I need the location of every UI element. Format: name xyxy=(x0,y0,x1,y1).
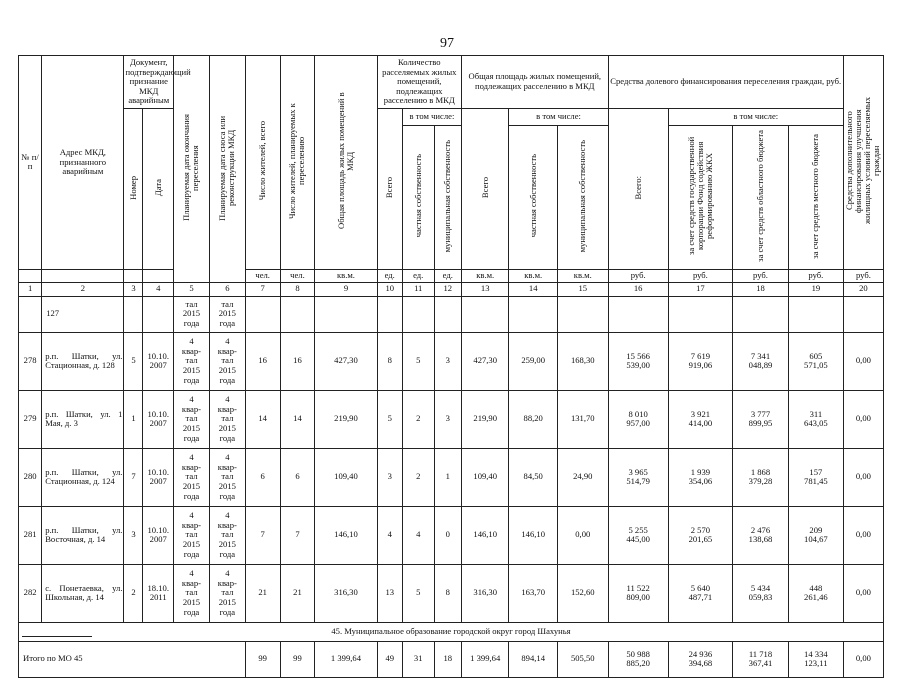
unit-cell: ед. xyxy=(377,269,402,282)
total-label: Итого по МО 45 xyxy=(19,641,246,677)
header-area-municipal: муниципальная собственность xyxy=(557,126,608,270)
row-area-private: 163,70 xyxy=(509,564,558,622)
header-doc-date: Дата xyxy=(143,109,174,270)
units-row xyxy=(19,269,884,282)
header-fund-fund: за счет средств государственной корпорации Фонд содействия реформированию ЖКХ xyxy=(668,126,732,270)
row-extra: 0,00 xyxy=(843,564,883,622)
page-number: 97 xyxy=(440,36,454,51)
row-funds-total: 5 255 445,00 xyxy=(608,506,668,564)
row-area-private: 259,00 xyxy=(509,332,558,390)
row-address: р.п. Шатки, ул. Стационная, д. 124 xyxy=(42,448,124,506)
row-address: р.п. Шатки, ул. Восточная, д. 14 xyxy=(42,506,124,564)
row-area-total: 146,10 xyxy=(461,506,508,564)
col-number: 13 xyxy=(461,282,508,296)
row-area-private: 84,50 xyxy=(509,448,558,506)
header-document: Документ, подтверждающий признание МКД аварийным xyxy=(124,56,174,109)
row-planned-end: 4 квар- тал 2015 года xyxy=(174,390,210,448)
unit-cell: ед. xyxy=(402,269,434,282)
total-rooms-total: 49 xyxy=(377,641,402,677)
col-number: 18 xyxy=(733,282,789,296)
row-address: с. Понетаевка, ул. Школьная, д. 14 xyxy=(42,564,124,622)
continuation-planned-demolition: тал 2015 года xyxy=(209,296,245,332)
table-row xyxy=(19,390,884,448)
header-planned-demolition: Планируемая дата сноса или реконструкции МКД xyxy=(209,56,245,283)
header-residents: Число жителей, всего xyxy=(245,56,280,270)
table-row xyxy=(19,448,884,506)
total-row xyxy=(19,641,884,677)
total-funds-fund: 24 936 394,68 xyxy=(668,641,732,677)
row-funds-local: 209 104,67 xyxy=(788,506,843,564)
row-area-municipal: 0,00 xyxy=(557,506,608,564)
continuation-planned-end: тал 2015 года xyxy=(174,296,210,332)
table-row xyxy=(19,506,884,564)
total-extra: 0,00 xyxy=(843,641,883,677)
col-number: 20 xyxy=(843,282,883,296)
col-number: 10 xyxy=(377,282,402,296)
col-number: 16 xyxy=(608,282,668,296)
row-total-area: 427,30 xyxy=(315,332,377,390)
row-area-private: 146,10 xyxy=(509,506,558,564)
row-planned-end: 4 квар- тал 2015 года xyxy=(174,448,210,506)
total-rooms-municipal: 18 xyxy=(434,641,461,677)
row-extra: 0,00 xyxy=(843,448,883,506)
row-funds-local: 311 643,05 xyxy=(788,390,843,448)
row-total-area: 146,10 xyxy=(315,506,377,564)
header-funds: Средства долевого финансирования переселения граждан, руб. xyxy=(608,56,843,109)
row-extra: 0,00 xyxy=(843,332,883,390)
header-rooms-total: Всего xyxy=(377,109,402,270)
row-doc-date: 10.10. 2007 xyxy=(143,390,174,448)
row-residents-planned: 14 xyxy=(280,390,315,448)
total-rooms-private: 31 xyxy=(402,641,434,677)
row-rooms-total: 8 xyxy=(377,332,402,390)
total-residents: 99 xyxy=(245,641,280,677)
row-rooms-private: 5 xyxy=(402,564,434,622)
col-number: 12 xyxy=(434,282,461,296)
row-residents: 6 xyxy=(245,448,280,506)
row-residents-planned: 6 xyxy=(280,448,315,506)
row-residents-planned: 7 xyxy=(280,506,315,564)
row-funds-regional: 1 868 379,28 xyxy=(733,448,789,506)
row-residents: 16 xyxy=(245,332,280,390)
row-num: 279 xyxy=(19,390,42,448)
row-area-municipal: 24,90 xyxy=(557,448,608,506)
total-funds-total: 50 988 885,20 xyxy=(608,641,668,677)
row-num: 281 xyxy=(19,506,42,564)
row-area-private: 88,20 xyxy=(509,390,558,448)
row-planned-demolition: 4 квар- тал 2015 года xyxy=(209,506,245,564)
unit-cell: ед. xyxy=(434,269,461,282)
unit-cell: кв.м. xyxy=(315,269,377,282)
row-doc-date: 18.10. 2011 xyxy=(143,564,174,622)
row-area-municipal: 168,30 xyxy=(557,332,608,390)
total-area-private: 894,14 xyxy=(509,641,558,677)
row-residents-planned: 21 xyxy=(280,564,315,622)
section-title: 45. Муниципальное образование городской округ город Шахунья xyxy=(19,622,884,641)
col-number: 15 xyxy=(557,282,608,296)
total-residents-planned: 99 xyxy=(280,641,315,677)
total-funds-regional: 11 718 367,41 xyxy=(733,641,789,677)
row-rooms-municipal: 3 xyxy=(434,332,461,390)
row-funds-total: 11 522 809,00 xyxy=(608,564,668,622)
row-rooms-total: 13 xyxy=(377,564,402,622)
row-planned-demolition: 4 квар- тал 2015 года xyxy=(209,564,245,622)
header-rooms-count: Количество расселяемых жилых помещений, подлежащих расселению в МКД xyxy=(377,56,461,109)
row-funds-local: 448 261,46 xyxy=(788,564,843,622)
row-rooms-total: 5 xyxy=(377,390,402,448)
row-funds-fund: 2 570 201,65 xyxy=(668,506,732,564)
header-rooms-private: частная собственность xyxy=(402,126,434,270)
unit-cell: руб. xyxy=(788,269,843,282)
col-number: 19 xyxy=(788,282,843,296)
header-fund-local: за счет средств местного бюджета xyxy=(788,126,843,270)
row-rooms-total: 3 xyxy=(377,448,402,506)
row-planned-demolition: 4 квар- тал 2015 года xyxy=(209,390,245,448)
unit-cell: чел. xyxy=(245,269,280,282)
col-number: 5 xyxy=(174,282,210,296)
row-rooms-municipal: 3 xyxy=(434,390,461,448)
row-doc-date: 10.10. 2007 xyxy=(143,506,174,564)
unit-cell: кв.м. xyxy=(461,269,508,282)
row-num: 278 xyxy=(19,332,42,390)
row-planned-end: 4 квар- тал 2015 года xyxy=(174,564,210,622)
row-area-total: 316,30 xyxy=(461,564,508,622)
row-rooms-private: 4 xyxy=(402,506,434,564)
header-area-including: в том числе: xyxy=(509,109,608,126)
unit-cell: чел. xyxy=(280,269,315,282)
row-funds-total: 8 010 957,00 xyxy=(608,390,668,448)
unit-cell: руб. xyxy=(843,269,883,282)
row-total-area: 219,90 xyxy=(315,390,377,448)
row-funds-fund: 5 640 487,71 xyxy=(668,564,732,622)
resettlement-table xyxy=(18,55,884,678)
unit-cell: руб. xyxy=(668,269,732,282)
col-number: 8 xyxy=(280,282,315,296)
row-doc-date: 10.10. 2007 xyxy=(143,448,174,506)
row-area-total: 109,40 xyxy=(461,448,508,506)
row-planned-end: 4 квар- тал 2015 года xyxy=(174,506,210,564)
row-address: р.п. Шатки, ул. 1 Мая, д. 3 xyxy=(42,390,124,448)
header-rooms-municipal: муниципальная собственность xyxy=(434,126,461,270)
row-area-total: 427,30 xyxy=(461,332,508,390)
row-funds-regional: 5 434 059,83 xyxy=(733,564,789,622)
col-number: 2 xyxy=(42,282,124,296)
header-address: Адрес МКД, признанного аварийным xyxy=(42,56,124,270)
header-num: № п/п xyxy=(19,56,42,270)
unit-cell: кв.м. xyxy=(509,269,558,282)
row-doc-number: 1 xyxy=(124,390,143,448)
total-total-area: 1 399,64 xyxy=(315,641,377,677)
col-number: 3 xyxy=(124,282,143,296)
row-rooms-private: 5 xyxy=(402,332,434,390)
col-number: 14 xyxy=(509,282,558,296)
row-funds-local: 157 781,45 xyxy=(788,448,843,506)
row-total-area: 316,30 xyxy=(315,564,377,622)
header-funds-total: Всего: xyxy=(608,109,668,270)
header-area-total: Всего xyxy=(461,109,508,270)
row-residents-planned: 16 xyxy=(280,332,315,390)
row-planned-end: 4 квар- тал 2015 года xyxy=(174,332,210,390)
row-planned-demolition: 4 квар- тал 2015 года xyxy=(209,448,245,506)
row-extra: 0,00 xyxy=(843,506,883,564)
continuation-address: 127 xyxy=(42,296,124,332)
row-funds-total: 3 965 514,79 xyxy=(608,448,668,506)
row-funds-total: 15 566 539,00 xyxy=(608,332,668,390)
total-funds-local: 14 334 123,11 xyxy=(788,641,843,677)
col-number: 6 xyxy=(209,282,245,296)
row-funds-regional: 3 777 899,95 xyxy=(733,390,789,448)
header-area-private: частная собственность xyxy=(509,126,558,270)
row-doc-date: 10.10. 2007 xyxy=(143,332,174,390)
row-address: р.п. Шатки, ул. Стационная, д. 128 xyxy=(42,332,124,390)
col-number: 4 xyxy=(143,282,174,296)
header-residents-planned: Число жителей, планируемых к переселению xyxy=(280,56,315,270)
section-row xyxy=(19,622,884,641)
row-funds-regional: 7 341 048,89 xyxy=(733,332,789,390)
unit-cell: руб. xyxy=(733,269,789,282)
row-funds-fund: 1 939 354,06 xyxy=(668,448,732,506)
row-rooms-municipal: 0 xyxy=(434,506,461,564)
column-numbers-row xyxy=(19,282,884,296)
header-rooms-including: в том числе: xyxy=(402,109,461,126)
header-funds-including: в том числе: xyxy=(668,109,843,126)
row-doc-number: 3 xyxy=(124,506,143,564)
row-funds-regional: 2 476 138,68 xyxy=(733,506,789,564)
col-number: 9 xyxy=(315,282,377,296)
row-rooms-municipal: 1 xyxy=(434,448,461,506)
continuation-row xyxy=(19,296,884,332)
row-area-municipal: 131,70 xyxy=(557,390,608,448)
row-extra: 0,00 xyxy=(843,390,883,448)
row-doc-number: 7 xyxy=(124,448,143,506)
header-total-area: Общая площадь жилых помещений в МКД xyxy=(315,56,377,270)
row-rooms-private: 2 xyxy=(402,390,434,448)
row-residents: 7 xyxy=(245,506,280,564)
row-residents: 21 xyxy=(245,564,280,622)
row-residents: 14 xyxy=(245,390,280,448)
row-num: 280 xyxy=(19,448,42,506)
unit-cell: кв.м. xyxy=(557,269,608,282)
row-area-municipal: 152,60 xyxy=(557,564,608,622)
row-num: 282 xyxy=(19,564,42,622)
row-rooms-municipal: 8 xyxy=(434,564,461,622)
row-planned-demolition: 4 квар- тал 2015 года xyxy=(209,332,245,390)
col-number: 11 xyxy=(402,282,434,296)
row-rooms-total: 4 xyxy=(377,506,402,564)
header-fund-regional: за счет средств областного бюджета xyxy=(733,126,789,270)
row-doc-number: 5 xyxy=(124,332,143,390)
row-rooms-private: 2 xyxy=(402,448,434,506)
header-planned-end: Планируемая дата окончания переселения xyxy=(174,56,210,283)
total-area-municipal: 505,50 xyxy=(557,641,608,677)
unit-cell: руб. xyxy=(608,269,668,282)
header-extra-funds: Средства дополнительного финансирования улучшения жилищных условий переселяемых граждан xyxy=(843,56,883,270)
total-area-total: 1 399,64 xyxy=(461,641,508,677)
table-row xyxy=(19,332,884,390)
header-area-resettled: Общая площадь жилых помещений, подлежащих расселению в МКД xyxy=(461,56,608,109)
table-row xyxy=(19,564,884,622)
row-doc-number: 2 xyxy=(124,564,143,622)
footnote-divider xyxy=(22,636,92,637)
row-area-total: 219,90 xyxy=(461,390,508,448)
header-doc-number: Номер xyxy=(124,109,143,270)
row-funds-fund: 7 619 919,06 xyxy=(668,332,732,390)
col-number: 7 xyxy=(245,282,280,296)
col-number: 1 xyxy=(19,282,42,296)
row-funds-fund: 3 921 414,00 xyxy=(668,390,732,448)
row-funds-local: 605 571,05 xyxy=(788,332,843,390)
row-total-area: 109,40 xyxy=(315,448,377,506)
col-number: 17 xyxy=(668,282,732,296)
